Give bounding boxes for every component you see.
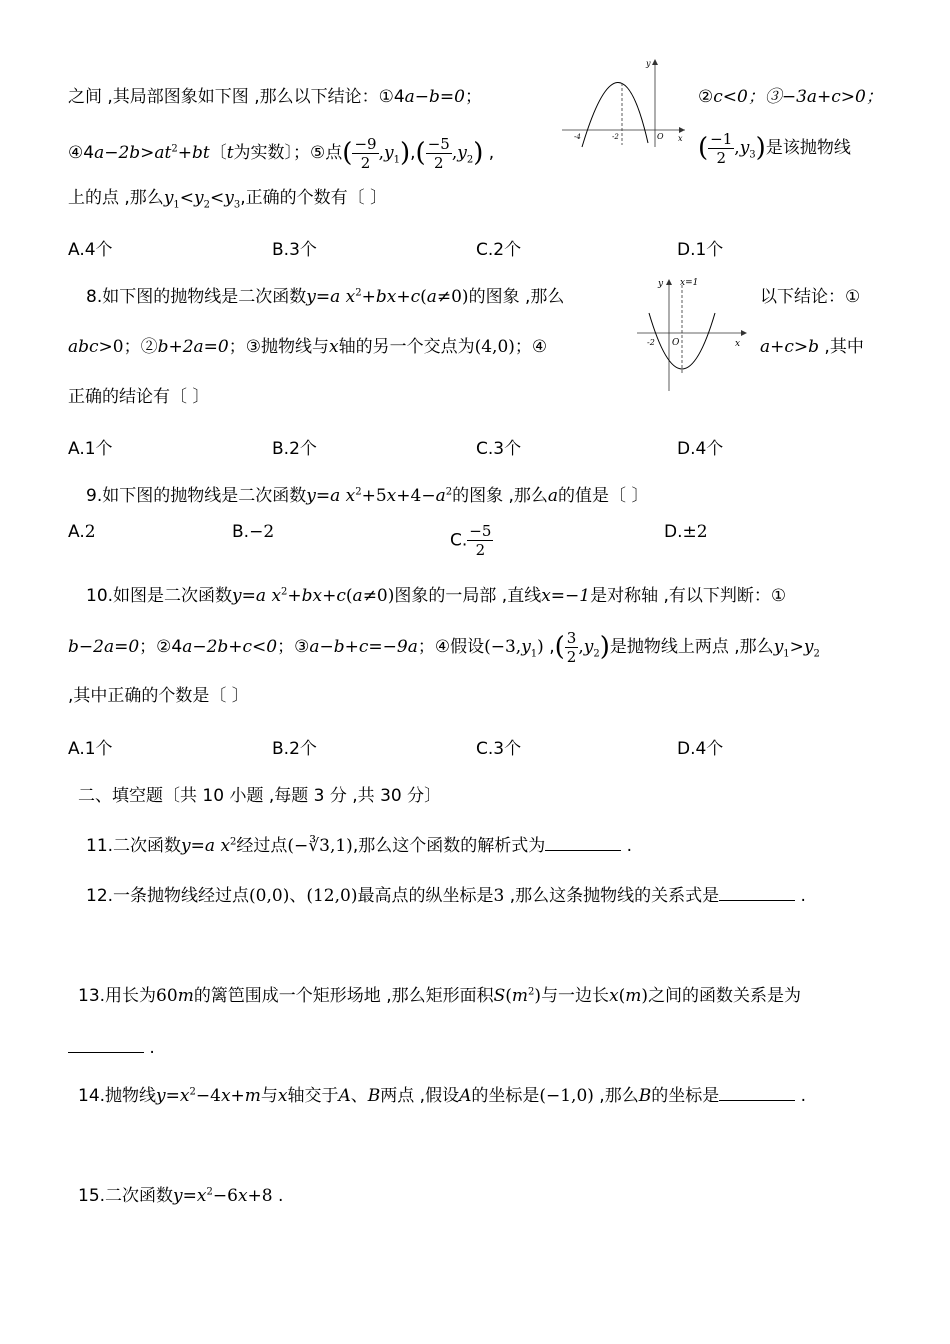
q9-option-c[interactable]: C. $\frac{-5}{2}$	[450, 522, 492, 559]
q7-o-label: O	[657, 132, 664, 141]
q8-option-b[interactable]: B.2个	[272, 439, 317, 459]
q7-option-d[interactable]: D.1个	[677, 240, 724, 260]
q10-line1: 10.如图是二次函数y=a $x^2+bx+c(a\ne 0)$图象的一局部 ,直线x=−1是对称轴 ,有以下判断：①	[86, 586, 787, 606]
q8-option-c[interactable]: C.3个	[476, 439, 522, 459]
q9-option-d[interactable]: D.±2	[664, 522, 708, 542]
q7-y-label: y	[646, 59, 651, 68]
q9-option-a[interactable]: A.2	[68, 522, 96, 542]
q8-line1-right: 以下结论：①	[760, 287, 861, 307]
q15-line: 15.二次函数$y=x^2-6x+8$ .	[78, 1186, 284, 1206]
q7-line2-right: ( $\frac{-1}{2}$ $,y_3$)是该抛物线	[698, 129, 851, 167]
q13-answer-blank[interactable]	[68, 1036, 144, 1053]
q9-line1: 9.如下图的抛物线是二次函数y=a $x^2+5x+4-a^2$的图象 ,那么a的值是〔 〕	[86, 486, 649, 506]
q7-parabola-graph	[560, 55, 690, 150]
q7-frac-1: $\frac{-1}{2}$	[710, 129, 733, 167]
q8-x-label: x	[735, 339, 741, 349]
q7-x-arrow	[679, 127, 685, 133]
q7-line1: 之间 ,其局部图象如下图 ,那么以下结论：①4a−b=0；	[68, 87, 482, 107]
q8-line2: abc>0；②b+2a=0；③抛物线与x轴的另一个交点为(4,0)；④	[68, 337, 548, 357]
q11-answer-blank[interactable]	[545, 834, 621, 851]
q10-option-d[interactable]: D.4个	[677, 739, 724, 759]
q13-line2: .	[68, 1036, 155, 1060]
q10-line3: ,其中正确的个数是〔 〕	[68, 686, 249, 706]
q8-axis-label: x=1	[680, 278, 699, 288]
q8-option-a[interactable]: A.1个	[68, 439, 113, 459]
q8-x-arrow	[741, 330, 747, 336]
q7-option-a[interactable]: A.4个	[68, 240, 113, 260]
q9-frac: $\frac{-5}{2}$	[469, 522, 492, 559]
q9-option-b[interactable]: B.−2	[232, 522, 275, 542]
q10-frac: $\frac{3}{2}$	[566, 628, 577, 666]
q8-line1: 8.如下图的抛物线是二次函数y=a $x^2+bx+c(a\ne 0)$的图象 ,那么	[86, 287, 565, 307]
q8-y-arrow	[666, 279, 672, 285]
q8-line3: 正确的结论有〔 〕	[68, 387, 210, 407]
q8-parabola-graph	[635, 275, 750, 393]
q7-frac-9: $\frac{-9}{2}$	[354, 134, 377, 172]
q14-line: 14.抛物线$y=x^2-4x+m$与x轴交于A、B两点 ,假设A的坐标是(−1,0) ,那么B的坐标是 .	[78, 1086, 807, 1106]
q8-tick-2: -2	[647, 338, 655, 347]
q8-o-label: O	[672, 338, 680, 348]
q8-y-label: y	[658, 279, 664, 289]
q8-option-d[interactable]: D.4个	[677, 439, 724, 459]
q7-option-c[interactable]: C.2个	[476, 240, 522, 260]
q13-line: 13.用长为60m的篱笆围成一个矩形场地 ,那么矩形面积$S(m^2)$与一边长x(m)之间的函数关系是为	[78, 986, 802, 1006]
q10-option-b[interactable]: B.2个	[272, 739, 317, 759]
q8-line2-right: a+c>b ,其中	[760, 337, 864, 357]
q12-line: 12.一条抛物线经过点(0,0)、(12,0)最高点的纵坐标是3 ,那么这条抛物线的关系式是 .	[86, 886, 806, 906]
q12-answer-blank[interactable]	[719, 884, 795, 901]
q7-line1-right: ②c<0；③−3a+c>0；	[698, 87, 883, 107]
q7-option-b[interactable]: B.3个	[272, 240, 317, 260]
q7-tick-2: -2	[612, 133, 619, 141]
q11-line: 11.二次函数y=a $x^2$经过点(−∛3,1),那么这个函数的解析式为 .	[86, 836, 633, 856]
q7-frac-5: $\frac{-5}{2}$	[427, 134, 450, 172]
q7-line2: $④4a-2b>at^2+bt$〔t为实数〕；⑤点( $\frac{-9}{2}$ $,y_1$),( $\frac{-5}{2}$ $,y_2$) ,	[68, 134, 495, 172]
q10-option-a[interactable]: A.1个	[68, 739, 113, 759]
q7-x-label: x	[678, 134, 683, 143]
q14-answer-blank[interactable]	[719, 1084, 795, 1101]
section2-title: 二、填空题〔共 10 小题 ,每题 3 分 ,共 30 分〕	[78, 786, 442, 806]
q10-line2: b−2a=0；②4a−2b+c<0；③a−b+c=−9a；④假设$(-3,y_1)$ ,( $\frac{3}{2}$ $,y_2$)是抛物线上两点 ,那么$y_1>y_2$	[68, 628, 820, 666]
q7-tick-4: -4	[574, 133, 581, 141]
q10-option-c[interactable]: C.3个	[476, 739, 522, 759]
q7-line3: 上的点 ,那么$y_1<y_2<y_3$,正确的个数有〔 〕	[68, 188, 388, 211]
q7-y-arrow	[652, 59, 658, 65]
